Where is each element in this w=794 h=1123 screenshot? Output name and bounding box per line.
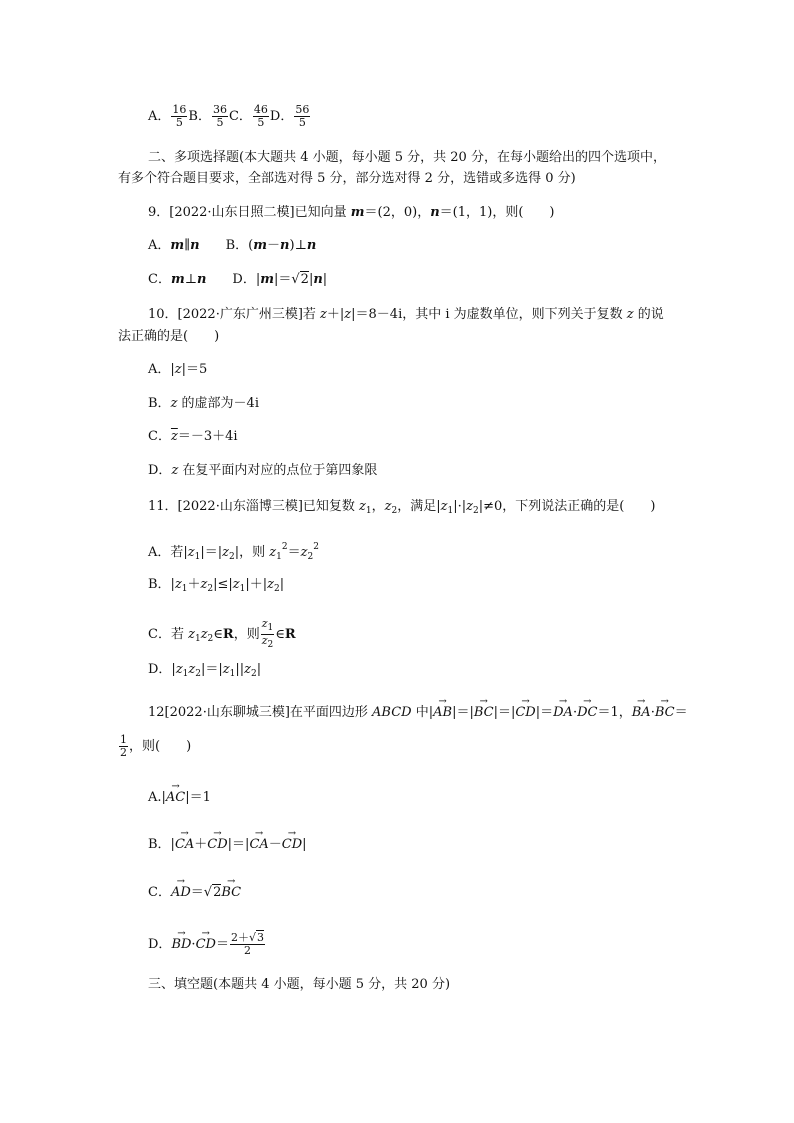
q10-option-d: D．z 在复平面内对应的点位于第四象限: [148, 463, 378, 478]
q11-option-c: C．若 $z_1z_2\in R$，则 $\frac{z_1}{z_2}$ ∈R: [148, 617, 296, 650]
q8-option-c-fraction: $\frac{46}{5}$: [253, 103, 268, 129]
q8-option-a-fraction: $\frac{16}{5}$: [172, 103, 187, 129]
q12-stem-line2: $\frac{1}{2}$ ，则( ): [120, 733, 192, 759]
q8-option-a-label: A．: [148, 109, 171, 124]
section2-line1: 二、多项选择题(本大题共 4 小题，每小题 5 分，共 20 分，在每小题给出的四个选项中，: [148, 150, 666, 165]
q12-stem-line1: 12[2022·山东聊城三模]在平面四边形 ABCD 中|→ AB|＝|→ BC|＝|→ CD|＝→ DA·→ DC＝1，→ BA·→ BC＝: [148, 704, 688, 722]
q9-stem: 9．[2022·山东日照二模]已知向量 m＝(2，0)，n＝(1，1)，则( ): [148, 205, 555, 220]
q12-option-a: A.|→ AC|＝1: [148, 789, 211, 807]
q11-option-a: A．若$|z_1|=|z_2|$，则 $z_1^2=z_2^2$: [148, 542, 319, 562]
q10-stem-line1: 10．[2022·广东广州三模]若 z＋|z|＝8－4i，其中 i 为虚数单位，则下列关于复数 z 的说: [148, 307, 664, 322]
q10-option-b: B．z 的虚部为－4i: [148, 396, 259, 411]
q9-options-cd: C．m⊥n D．|m|＝√2|n|: [148, 272, 328, 287]
q10-option-c: C．$\overline{z}=-3+4i$: [148, 429, 238, 444]
q10-stem-line2: 法正确的是( ): [118, 329, 220, 344]
section2-line2: 有多个符合题目要求，全部选对得 5 分，部分选对得 2 分，选错或多选得 0 分): [118, 171, 576, 186]
q9-options-ab: A．m∥n B．(m－n)⊥n: [148, 238, 317, 253]
q11-option-b: B．$|z_1+z_2|\le|z_1|+|z_2|$: [148, 577, 285, 594]
q8-option-d-label: D．: [269, 109, 294, 124]
q8-option-b-label: B．: [188, 109, 211, 124]
q12-option-c: C．→ AD＝√2→ BC: [148, 884, 241, 902]
q8-option-d-fraction: $\frac{56}{5}$: [295, 103, 310, 129]
q10-option-a: A．|z|＝5: [148, 362, 208, 377]
q11-stem: 11．[2022·山东淄博三模]已知复数 $z_1$，$z_2$，满足$|z_1|\cdot|z_2|\ne 0$，下列说法正确的是( ): [148, 499, 656, 516]
q8-option-b-fraction: $\frac{36}{5}$: [212, 103, 227, 129]
q12-option-d: D．→ BD·→ CD＝ $\frac{2+√3}{2}$: [148, 927, 266, 963]
q8-options: [148, 97, 311, 137]
section3-header: 三、填空题(本题共 4 小题，每小题 5 分，共 20 分): [148, 977, 451, 992]
q8-option-c-label: C．: [228, 109, 252, 124]
q12-option-b: B．|→ CA＋→ CD|＝|→ CA－→ CD|: [148, 836, 307, 854]
q11-option-d: D．$|z_1z_2|=|z_1||z_2|$: [148, 662, 262, 679]
